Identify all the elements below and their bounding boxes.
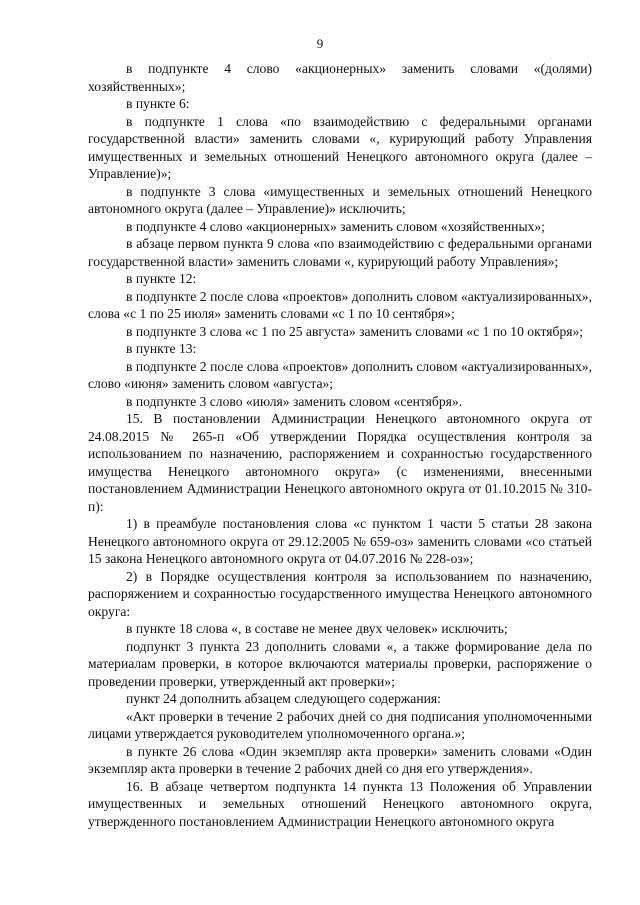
- paragraph: в подпункте 2 после слова «проектов» дополнить словом «актуализированных», слова «с 1 по 25 июля» заменить словами «с 1 по 10 сентября»;: [88, 288, 592, 321]
- paragraph: в пункте 13:: [126, 341, 197, 356]
- paragraph: в подпункте 3 слово «июля» заменить словом «сентября».: [126, 393, 463, 409]
- paragraph: 1) в преамбуле постановления слова «с пунктом 1 части 5 статьи 28 закона Ненецкого автономного округа от 29.12.2005 № 659-оз» заменить словами «со статьей 15 закона Ненецкого автономного округа от 04.07.2016 № 228-оз»;: [88, 516, 592, 566]
- paragraph: подпункт 3 пункта 23 дополнить словами «, а также формирование дела по материалам проверки, в которое включаются материалы проверки, распоряжение о проведении проверки, утвержденный акт проверки»;: [88, 638, 592, 689]
- paragraph: 15. В постановлении Администрации Ненецкого автономного округа от 24.08.2015 № 265-п «Об утверждении Порядка осуществления контроля за использованием по назначению, распоряжением и сохранностью государственного имущества Ненецкого автономного округа» (с изменениями, внесенными постановлением Администрации Ненецкого автономного округа от 01.10.2015 № 310-п):: [88, 411, 592, 514]
- paragraph: в пункте 26 слова «Один экземпляр акта проверки» заменить словами «Один экземпляр акта проверки в течение 2 рабочих дней со дня его утверждения».: [88, 743, 592, 776]
- paragraph: в пункте 18 слова «, в составе не менее двух человек» исключить;: [126, 621, 508, 636]
- paragraph: в пункте 12:: [126, 271, 197, 286]
- document-body: [88, 60, 592, 830]
- paragraph: в подпункте 4 слово «акционерных» заменить словами «(долями) хозяйственных»;: [88, 61, 592, 94]
- paragraph: 2) в Порядке осуществления контроля за использованием по назначению, распоряжением и сохранностью государственного имущества Ненецкого автономного округа:: [88, 568, 592, 619]
- paragraph: в подпункте 1 слова «по взаимодействию с федеральными органами государственной власти» заменить словами «, курирующий работу Управления имущественных и земельных отношений Ненецкого автономного округа (далее – Управление)»;: [88, 113, 592, 181]
- paragraph: пункт 24 дополнить абзацем следующего содержания:: [126, 691, 441, 706]
- paragraph: 16. В абзаце четвертом подпункта 14 пункта 13 Положения об Управлении имущественных и земельных отношений Ненецкого автономного округа, утвержденного постановлением Администрации Ненецкого автономного округа: [88, 778, 592, 829]
- paragraph: в пункте 6:: [126, 96, 190, 111]
- paragraph: в абзаце первом пункта 9 слова «по взаимодействию с федеральными органами государственной власти» заменить словами «, курирующий работу Управления»;: [88, 236, 592, 269]
- paragraph: «Акт проверки в течение 2 рабочих дней со дня подписания уполномоченными лицами утверждается руководителем уполномоченного органа.»;: [88, 708, 592, 741]
- paragraph: в подпункте 2 после слова «проектов» дополнить словом «актуализированных», слово «июня» заменить словом «августа»;: [88, 358, 592, 391]
- paragraph: в подпункте 3 слова «с 1 по 25 августа» заменить словами «с 1 по 10 октября»;: [126, 323, 584, 339]
- paragraph: в подпункте 4 слово «акционерных» заменить словом «хозяйственных»;: [126, 218, 545, 234]
- paragraph: в подпункте 3 слова «имущественных и земельных отношений Ненецкого автономного округа (далее – Управление)» исключить;: [88, 183, 592, 216]
- page-number: 9: [316, 36, 324, 51]
